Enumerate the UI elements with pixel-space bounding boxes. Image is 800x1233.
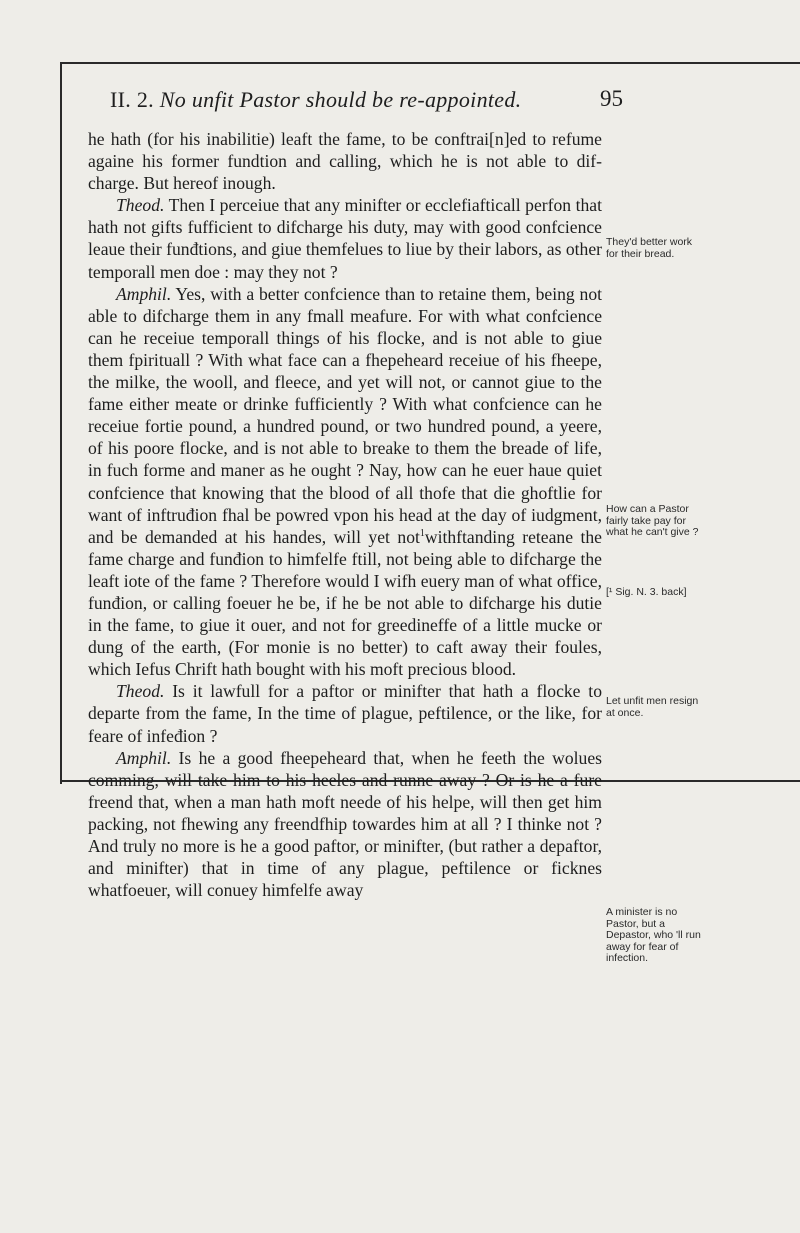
paragraph-5	[88, 747, 602, 902]
margin-note: Let unfit men resign at once.	[606, 695, 699, 719]
paragraph-text: Is he a good fheepeheard that, when he feeth the wolues comming, will take him to his heeles and runne away ? Or is he a fure freend that, when a man hath moft neede of his helpe, will then get him packing, not fhewing any freendfhip towardes him at all ? I thinke not ? And truly no more is he a good paftor, or minifter, (but rather a depaftor, and minifter) that in time of any plague, peftilence or ficknes whatfoeuer, will conuey himfelfe away	[88, 747, 602, 901]
margin-note: A minister is no Pastor, but a Depastor, who 'll run away for fear of infection.	[606, 906, 701, 964]
section-number: 2.	[136, 87, 154, 112]
paragraph-3	[88, 283, 602, 681]
speaker-label: Theod.	[116, 681, 165, 702]
running-head	[110, 87, 630, 113]
paragraph-4	[88, 680, 602, 746]
chapter-number: II.	[110, 87, 132, 112]
speaker-label: Theod.	[116, 195, 165, 216]
margin-note-signature: [¹ Sig. N. 3. back]	[606, 586, 687, 598]
paragraph-text: Yes, with a better confcience than to retaine them, being not able to difcharge them in any fmall meafure. For with what confcience can he receiue temporall things of his flocke, and is not able to giue them fpirituall ? With what face can a fhepeheard receiue of his fheepe, the milke, the wooll, and fleece, and yet will not, or cannot giue to the fame either meate or drinke fufficiently ? With what confcience can he receiue fortie pound, a hundred pound, or two hundred pound, a yeere, of his poore flocke, and is not able to breake to them the breade of life, in fuch forme and maner as he ought ? Nay, how can he euer haue quiet confcience that knowing that the blood of all thofe that die ghoftlie for want of inftruđion fhal be powred vpon his head at the day of iudgment, and be demanded at his handes, will yet not	[88, 283, 602, 547]
speaker-label: Amphil.	[116, 283, 172, 304]
margin-note: They'd better work for their bread.	[606, 236, 693, 260]
body-text	[88, 128, 602, 901]
paragraph-text: Is it lawfull for a paftor or minifter that hath a flocke to departe from the fame, In the time of plague, peftilence, or the like, for feare of infeđion ?	[88, 681, 602, 746]
page-number: 95	[600, 86, 623, 111]
section-title: No unfit Pastor should be re-appointed.	[159, 87, 522, 112]
margin-note: How can a Pastor fairly take pay for what he can't give ?	[606, 503, 699, 538]
paragraph-text: he hath (for his inabilitie) leaft the fame, to be conftrai[n]ed to refume againe his former fundtion and calling, which he is not able to dif- charge. But hereof inough.	[88, 129, 602, 194]
paragraph-text-continued: withftanding reteane the fame charge and funđion to himfelfe ftill, not being able to difcharge the leaft iote of the fame ? Therefore would I wifh euery man of what office, funđion, or calling foeuer he be, if he be not able to difcharge his dutie in the fame, to giue it ouer, and not for greedineffe of a little mucke or dung of the earth, (For monie is no better) to caft away their foules, which Iefus Chrift hath bought with his moft precious blood.	[88, 526, 602, 680]
paragraph-text: Then I perceiue that any minifter or ecclefiafticall perfon that hath not gifts fufficient to difcharge his duty, may with good confcience leaue their funđtions, and giue themfelues to liue by their labors, as other temporall men doe : may they not ?	[88, 195, 602, 282]
speaker-label: Amphil.	[116, 747, 172, 768]
paragraph-2	[88, 194, 602, 282]
footnote-marker: 1	[419, 527, 425, 539]
paragraph-1	[88, 128, 602, 194]
